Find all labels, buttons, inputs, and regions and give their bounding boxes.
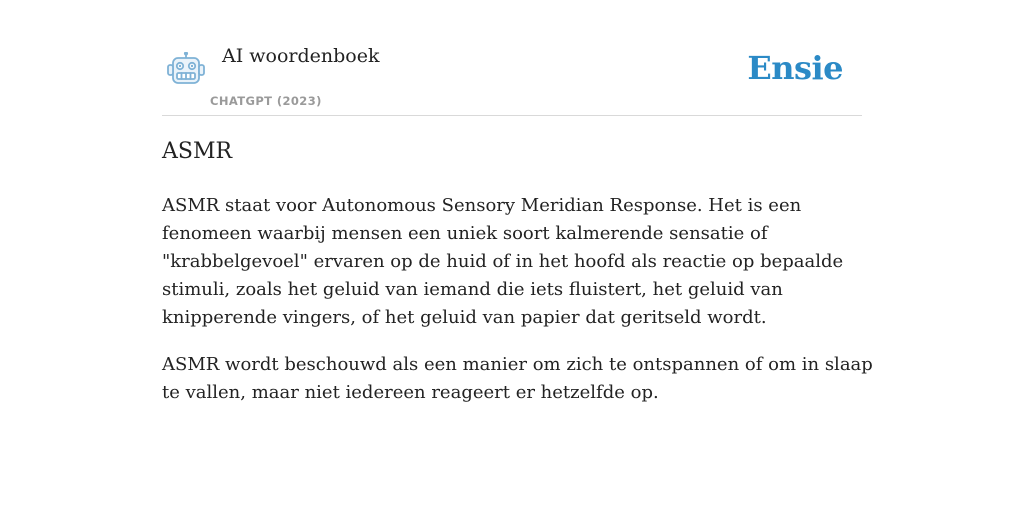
entry-definition bbox=[162, 192, 874, 426]
ensie-logo[interactable]: Ensie bbox=[747, 49, 843, 87]
entry-term: ASMR bbox=[162, 139, 233, 164]
source-header bbox=[162, 40, 862, 116]
definition-paragraph: ASMR staat voor Autonomous Sensory Meridian Response. Het is een fenomeen waarbij mensen een uniek soort kalmerende sensatie of "krabbelgevoel" ervaren op de huid of in het hoofd als reactie op bepaalde stimuli, zoals het geluid van iemand die iets fluistert, het geluid van knipperende vingers, of het geluid van papier dat geritseld wordt. bbox=[162, 195, 844, 328]
definition-paragraph: ASMR wordt beschouwd als een manier om zich te ontspannen of om in slaap te vallen, maar niet iedereen reageert er hetzelfde op. bbox=[162, 354, 873, 403]
robot-icon bbox=[166, 52, 206, 88]
source-meta: CHATGPT (2023) bbox=[210, 94, 322, 108]
source-title[interactable]: AI woordenboek bbox=[222, 45, 380, 67]
